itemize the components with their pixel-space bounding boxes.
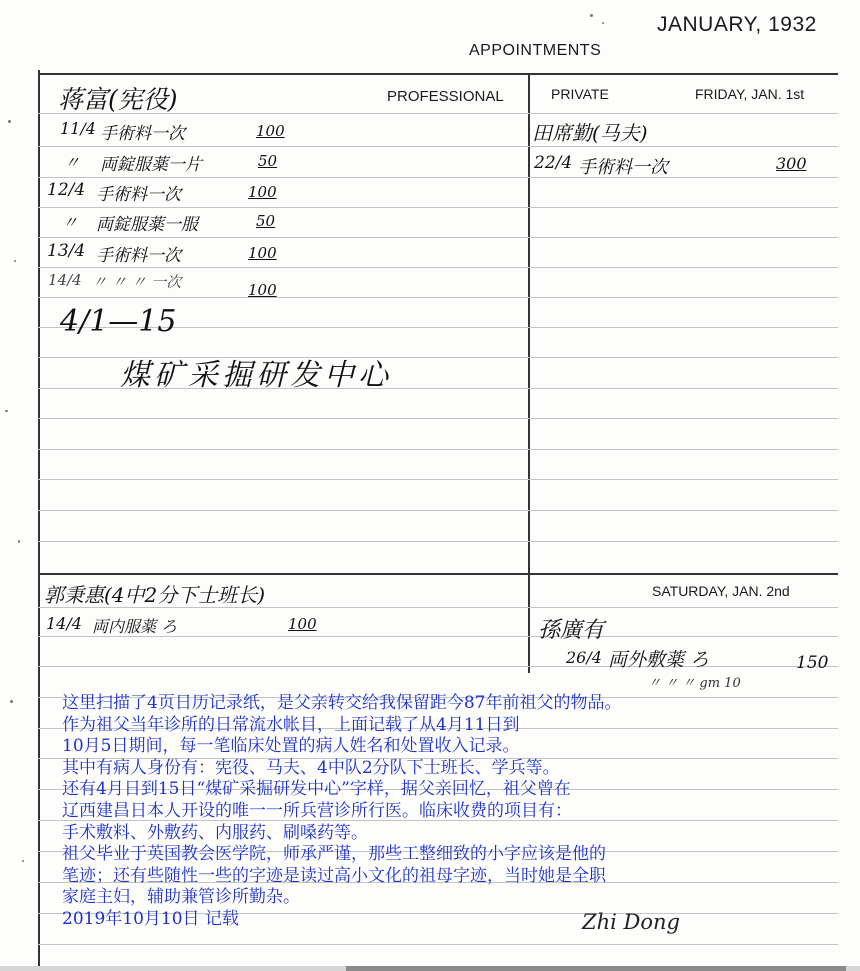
rule-line (38, 267, 838, 268)
day2-private-date: 26/4 (566, 648, 602, 667)
day2-entry-date: 14/4 (46, 614, 82, 633)
scan-speck (22, 860, 24, 862)
entry-item: 両錠服薬一片 (100, 155, 202, 175)
note-line: 作为祖父当年诊所的日常流水帐目，上面记载了从4月11日到 (62, 714, 520, 735)
entry-item: 手術料一次 (96, 246, 181, 266)
note-line: 10月5日期间，每一笔临床处置的病人姓名和处置收入记录。 (62, 736, 520, 757)
scan-speck (14, 260, 16, 262)
day1-patient-name: 蒋富(宪役) (58, 85, 178, 114)
scrawl-text: 煤矿采掘研发中心 (120, 358, 392, 393)
scan-speck (8, 120, 11, 123)
private-entry-date: 22/4 (534, 153, 573, 173)
rule-line (38, 944, 838, 945)
rule-line (38, 177, 838, 178)
day2-label: SATURDAY, JAN. 2nd (652, 583, 790, 599)
note-line: 辽西建昌日本人开设的唯一一所兵营诊所行医。临床收费的项目有： (62, 800, 572, 821)
entry-amount: 100 (248, 244, 277, 262)
entry-amount: 100 (256, 122, 285, 140)
note-line: 还有4月日到15日“煤矿采掘研发中心”字样，据父亲回忆，祖父曾在 (62, 779, 571, 800)
rule-line (38, 541, 838, 542)
private-label: PRIVATE (551, 86, 609, 102)
entry-item: 両錠服薬一服 (96, 215, 198, 235)
private-patient-name: 田席勤(马夫) (532, 121, 648, 145)
professional-label: PROFESSIONAL (387, 88, 504, 105)
entry-amount: 50 (256, 212, 276, 230)
note-line: 家庭主妇，辅助兼管诊所勤杂。 (62, 887, 300, 908)
scrollbar-thumb[interactable] (346, 966, 846, 971)
entry-date: 14/4 (48, 271, 82, 289)
entry-date: 〃 (64, 153, 81, 172)
entry-date: 11/4 (60, 119, 96, 138)
rule-line (38, 297, 838, 298)
rule-line (38, 449, 838, 450)
entry-item: 手術料一次 (96, 185, 181, 205)
scan-speck (10, 700, 13, 703)
scan-speck (602, 22, 604, 24)
top-separator (38, 73, 838, 75)
day2-private-sub: 〃 〃 〃 gm 10 (648, 676, 741, 691)
scan-speck (590, 14, 593, 17)
entry-amount: 100 (248, 183, 277, 201)
rule-line (38, 237, 838, 238)
scrawl-date: 4/1—15 (60, 304, 177, 339)
day2-patient-name: 郭秉惠(4中2分下士班长) (44, 583, 266, 607)
signature: Zhi Dong (582, 910, 680, 934)
mid-separator (38, 573, 838, 575)
horizontal-scrollbar[interactable] (0, 966, 860, 971)
page-date: JANUARY, 1932 (657, 13, 817, 36)
note-date-line: 2019年10月10日 记载 (62, 908, 239, 929)
day2-private-item: 両外敷薬 ろ (608, 649, 710, 671)
family-note (62, 693, 842, 931)
private-entry-amount: 300 (776, 154, 807, 173)
entry-date: 12/4 (47, 180, 86, 200)
entry-item: 〃 〃 〃 一次 (92, 273, 182, 291)
rule-line (38, 418, 838, 419)
rule-line (38, 479, 838, 480)
entry-date: 〃 (62, 213, 79, 232)
day2-private-patient: 孫廣有 (538, 618, 605, 643)
note-line: 祖父毕业于英国教会医学院，师承严谨，那些工整细致的小字应该是他的 (62, 844, 606, 865)
rule-line (38, 510, 838, 511)
entry-amount: 100 (248, 281, 277, 299)
note-line: 手术敷料、外敷药、内服药、刷嗓药等。 (62, 822, 368, 843)
column-divider (528, 73, 530, 673)
rule-line (38, 146, 838, 147)
entry-amount: 50 (258, 152, 278, 170)
note-line: 这里扫描了4页日历记录纸，是父亲转交给我保留距今87年前祖父的物品。 (62, 693, 622, 713)
private-entry-item: 手術料一次 (578, 157, 668, 178)
scan-speck (5, 410, 8, 412)
day2-entry-item: 両内服薬 ろ (92, 617, 178, 636)
section-title: APPOINTMENTS (469, 42, 602, 59)
day2-private-amount: 150 (796, 653, 829, 673)
note-line: 其中有病人身份有：宪役、马夫、4中队2分队下士班长、学兵等。 (62, 757, 560, 778)
rule-line (38, 207, 838, 208)
day1-label: FRIDAY, JAN. 1st (695, 86, 805, 102)
entry-date: 13/4 (47, 241, 86, 261)
left-margin-line (38, 70, 40, 966)
note-line: 笔迹；还有些随性一些的字迹是读过高小文化的祖母字迹，当时她是全职 (62, 865, 606, 886)
day2-entry-amount: 100 (288, 615, 317, 633)
entry-item: 手術料一次 (100, 124, 185, 144)
scan-speck (18, 540, 20, 543)
rule-line (38, 666, 838, 667)
